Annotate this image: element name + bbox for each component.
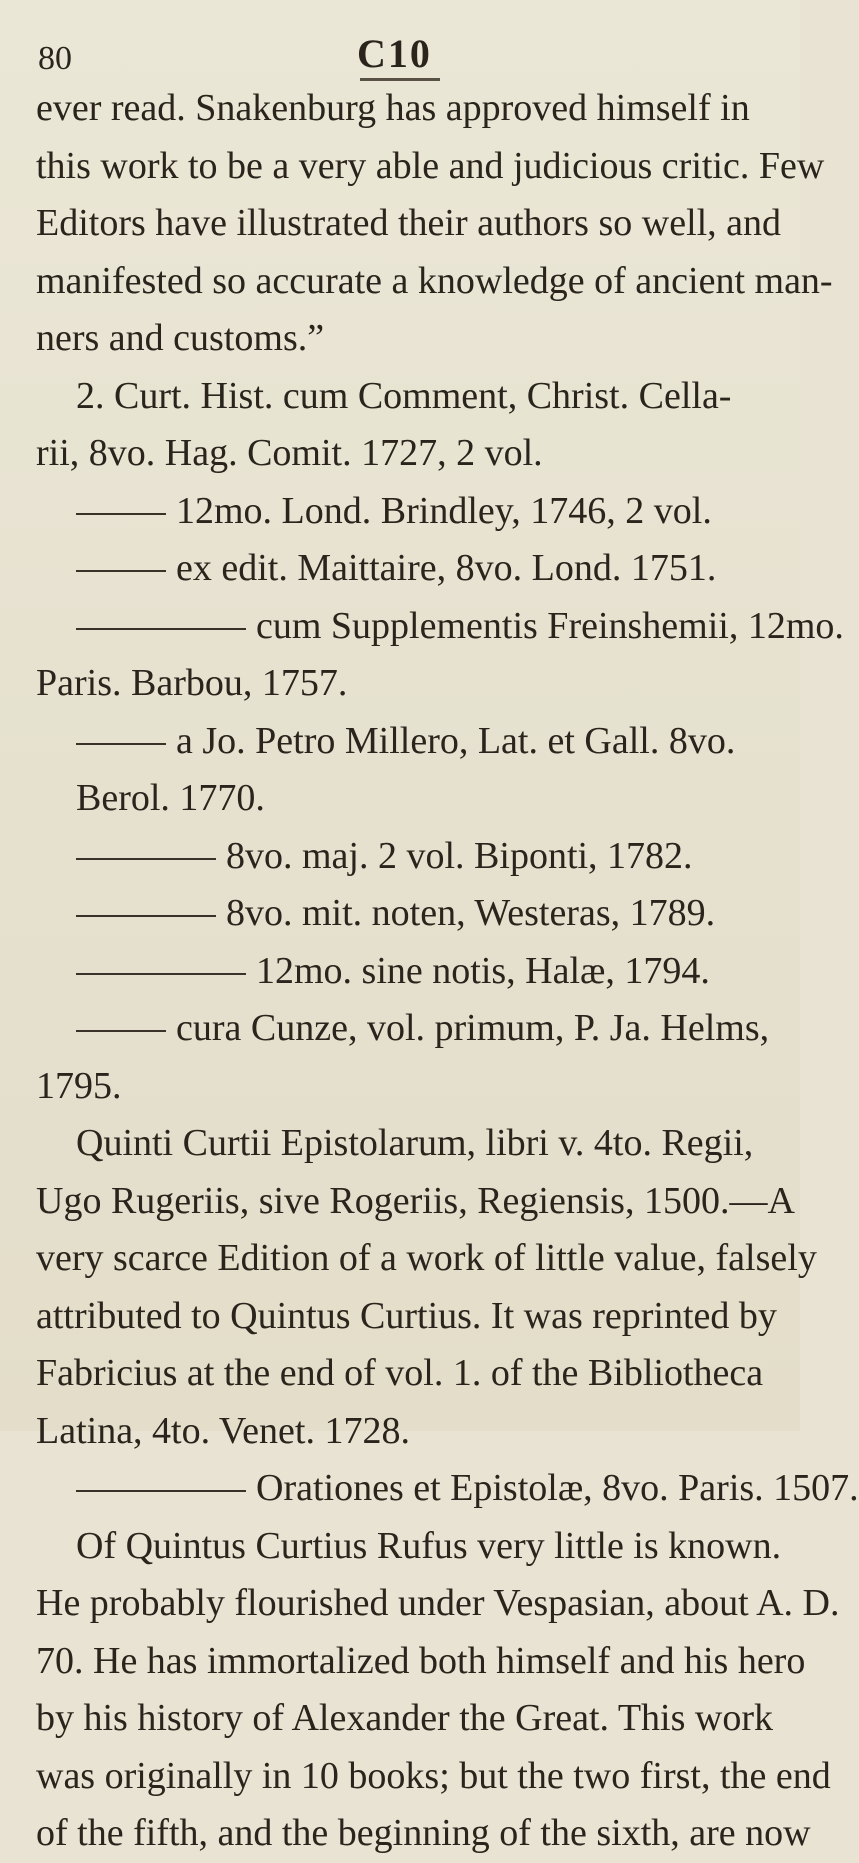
- text-line: 1795.: [36, 1064, 122, 1107]
- text-line: Of Quintus Curtius Rufus very little is known.: [76, 1524, 782, 1567]
- text-line: 70. He has immortalized both himself and his hero: [36, 1639, 806, 1682]
- text-line: 12mo. Lond. Brindley, 1746, 2 vol.: [176, 489, 712, 532]
- text-line: was originally in 10 books; but the two first, the end: [36, 1754, 831, 1797]
- text-line: Quinti Curtii Epistolarum, libri v. 4to. Regii,: [76, 1122, 754, 1164]
- ditto-dash: [76, 570, 166, 572]
- ditto-dash: [76, 1030, 166, 1032]
- text-line: attributed to Quintus Curtius. It was reprinted by: [36, 1294, 777, 1337]
- text-line: by his history of Alexander the Great. This work: [36, 1697, 773, 1739]
- edition-line: [36, 483, 762, 541]
- text-line: Orationes et Epistolæ, 8vo. Paris. 1507.: [256, 1467, 859, 1509]
- text-line: ex edit. Maittaire, 8vo. Lond. 1751.: [176, 547, 717, 589]
- edition-line: [36, 1000, 770, 1058]
- page-header: [0, 22, 800, 78]
- text-line: Editors have illustrated their authors so well, and: [36, 202, 782, 244]
- text-line: Latina, 4to. Venet. 1728.: [36, 1409, 410, 1452]
- ditto-dash: [76, 743, 166, 745]
- text-line: 8vo. mit. noten, Westeras, 1789.: [226, 892, 716, 934]
- edition-line: [36, 1460, 859, 1518]
- text-line: Berol. 1770.: [76, 777, 265, 819]
- text-line: Ugo Rugeriis, sive Rogeriis, Regiensis, 1500.—A: [36, 1179, 795, 1222]
- ditto-dash: [76, 513, 166, 515]
- text-line: He probably flourished under Vespasian, about A. D.: [36, 1582, 840, 1624]
- text-line: 12mo. sine notis, Halæ, 1794.: [256, 949, 710, 992]
- edition-line: [36, 885, 762, 943]
- edition-line: [36, 943, 762, 1001]
- text-line: Fabricius at the end of vol. 1. of the Bibliotheca: [36, 1352, 764, 1394]
- body-text: [36, 80, 859, 1863]
- ditto-dash: [76, 628, 246, 630]
- text-line: ever read. Snakenburg has approved himself in: [36, 87, 750, 129]
- ditto-dash: [76, 915, 216, 917]
- text-line: ners and customs.”: [36, 317, 325, 359]
- text-line: cum Supplementis Freinshemii, 12mo.: [256, 604, 844, 647]
- page-number: 80: [38, 40, 72, 77]
- text-line: Paris. Barbou, 1757.: [36, 662, 348, 704]
- edition-line: [36, 540, 762, 598]
- text-line: this work to be a very able and judicious critic. Few: [36, 144, 825, 187]
- text-line: 2. Curt. Hist. cum Comment, Christ. Cella-: [76, 374, 732, 417]
- text-line: cura Cunze, vol. primum, P. Ja. Helms,: [176, 1007, 770, 1049]
- ditto-dash: [76, 1490, 246, 1492]
- ditto-dash: [76, 858, 216, 860]
- text-line: of the fifth, and the beginning of the sixth, are now: [36, 1812, 811, 1854]
- text-line: 8vo. maj. 2 vol. Biponti, 1782.: [226, 834, 693, 877]
- text-line: rii, 8vo. Hag. Comit. 1727, 2 vol.: [36, 432, 543, 474]
- signature-mark: C10: [357, 31, 432, 76]
- text-line: very scarce Edition of a work of little value, falsely: [36, 1237, 817, 1279]
- text-line: manifested so accurate a knowledge of ancient man-: [36, 259, 833, 302]
- edition-line: [36, 598, 844, 656]
- text-line: a Jo. Petro Millero, Lat. et Gall. 8vo.: [176, 719, 736, 762]
- ditto-dash: [76, 973, 246, 975]
- edition-line: [36, 828, 762, 886]
- edition-line: [36, 713, 762, 771]
